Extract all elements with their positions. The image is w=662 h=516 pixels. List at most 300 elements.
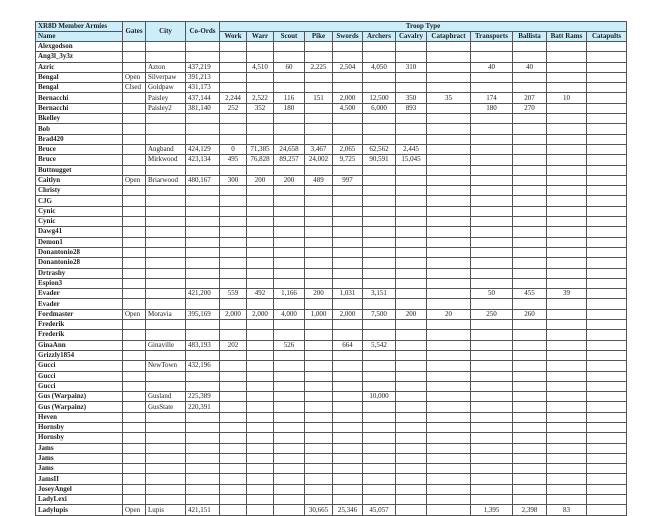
table-row (36, 72, 627, 82)
troop-count-cell (274, 72, 305, 82)
header-row-1 (36, 22, 627, 32)
troop-count-cell (247, 217, 274, 227)
troop-count-cell: 1,031 (333, 289, 363, 299)
troop-count-cell (547, 196, 587, 206)
table-row (36, 299, 627, 309)
troop-count-cell (587, 134, 627, 144)
troop-count-cell (305, 217, 333, 227)
troop-count-cell (247, 350, 274, 360)
troop-count-cell (333, 371, 363, 381)
troop-count-cell (363, 350, 396, 360)
troop-count-cell: 893 (396, 103, 427, 113)
troop-count-cell (513, 381, 547, 391)
troop-count-cell (220, 165, 247, 175)
troop-count-cell (363, 268, 396, 278)
troop-count-cell (427, 42, 471, 52)
gates-cell (123, 237, 146, 247)
troop-count-cell (274, 247, 305, 257)
city-cell (146, 381, 186, 391)
troop-count-cell (220, 268, 247, 278)
troop-count-cell (363, 217, 396, 227)
troop-count-cell (247, 330, 274, 340)
gates-cell (123, 103, 146, 113)
troop-count-cell (587, 402, 627, 412)
troop-count-cell (427, 227, 471, 237)
troop-count-cell (427, 144, 471, 154)
city-cell (146, 330, 186, 340)
coords-cell (186, 412, 220, 422)
troop-count-cell (396, 196, 427, 206)
troop-count-cell (333, 227, 363, 237)
troop-count-cell (427, 268, 471, 278)
troop-count-cell (547, 268, 587, 278)
troop-count-cell: 664 (333, 340, 363, 350)
member-name-cell: Bengal (36, 72, 123, 82)
troop-header-cavalry: Cavalry (396, 32, 427, 42)
gates-cell (123, 227, 146, 237)
troop-count-cell (305, 474, 333, 484)
troop-count-cell (513, 464, 547, 474)
troop-count-cell (220, 114, 247, 124)
troop-count-cell (274, 422, 305, 432)
table-row (36, 175, 627, 185)
troop-count-cell (396, 433, 427, 443)
troop-count-cell (427, 196, 471, 206)
troop-header-warr: Warr (247, 32, 274, 42)
troop-count-cell: 2,504 (333, 62, 363, 72)
troop-count-cell (247, 227, 274, 237)
troop-count-cell (396, 422, 427, 432)
troop-count-cell: 252 (220, 103, 247, 113)
coords-cell (186, 42, 220, 52)
troop-count-cell (427, 165, 471, 175)
troop-count-cell (396, 289, 427, 299)
troop-count-cell (547, 165, 587, 175)
troop-count-cell (513, 258, 547, 268)
gates-header: Gates (123, 22, 146, 42)
troop-count-cell (220, 412, 247, 422)
table-row (36, 464, 627, 474)
troop-count-cell: 60 (274, 62, 305, 72)
troop-count-cell (220, 361, 247, 371)
gates-cell (123, 299, 146, 309)
member-name-cell: Fordmaster (36, 309, 123, 319)
troop-count-cell (247, 320, 274, 330)
troop-count-cell (247, 484, 274, 494)
member-name-cell: Bengal (36, 83, 123, 93)
gates-cell (123, 62, 146, 72)
troop-count-cell (220, 206, 247, 216)
troop-count-cell (427, 134, 471, 144)
troop-count-cell (471, 422, 513, 432)
table-title: XR8D Member Armies (36, 22, 123, 32)
troop-count-cell (333, 52, 363, 62)
troop-count-cell (471, 361, 513, 371)
troop-count-cell (427, 155, 471, 165)
member-name-cell: Frederik (36, 320, 123, 330)
troop-count-cell: 25,346 (333, 505, 363, 515)
city-cell: Briarwood (146, 175, 186, 185)
troop-count-cell (427, 217, 471, 227)
member-name-cell: Gucci (36, 371, 123, 381)
member-name-cell: Bkelley (36, 114, 123, 124)
troop-count-cell (427, 299, 471, 309)
troop-count-cell (305, 340, 333, 350)
troop-count-cell (513, 402, 547, 412)
troop-count-cell (427, 186, 471, 196)
troop-count-cell (513, 433, 547, 443)
troop-count-cell (471, 453, 513, 463)
troop-count-cell (220, 227, 247, 237)
troop-count-cell (396, 206, 427, 216)
troop-count-cell (247, 258, 274, 268)
troop-count-cell (587, 83, 627, 93)
troop-count-cell: 50 (471, 289, 513, 299)
troop-count-cell (363, 412, 396, 422)
troop-count-cell (247, 52, 274, 62)
troop-count-cell (513, 206, 547, 216)
troop-count-cell: 89,257 (274, 155, 305, 165)
troop-count-cell (363, 320, 396, 330)
troop-count-cell (220, 433, 247, 443)
troop-count-cell (587, 144, 627, 154)
troop-count-cell (396, 495, 427, 505)
troop-count-cell (247, 495, 274, 505)
troop-count-cell (427, 83, 471, 93)
troop-count-cell (333, 72, 363, 82)
troop-count-cell (396, 217, 427, 227)
troop-count-cell: 62,562 (363, 144, 396, 154)
troop-count-cell (305, 464, 333, 474)
member-name-cell: Christy (36, 186, 123, 196)
troop-count-cell (513, 350, 547, 360)
city-cell (146, 227, 186, 237)
table-row (36, 350, 627, 360)
table-row (36, 422, 627, 432)
member-armies-table (35, 21, 627, 516)
troop-count-cell (274, 268, 305, 278)
troop-count-cell (396, 165, 427, 175)
troop-count-cell (333, 42, 363, 52)
troop-count-cell (513, 453, 547, 463)
troop-count-cell (587, 320, 627, 330)
table-row (36, 412, 627, 422)
troop-count-cell (363, 495, 396, 505)
troop-count-cell (220, 247, 247, 257)
coords-cell (186, 443, 220, 453)
coords-cell: 423,134 (186, 155, 220, 165)
troop-count-cell (427, 124, 471, 134)
coords-cell (186, 114, 220, 124)
troop-count-cell (333, 433, 363, 443)
troop-count-cell (513, 299, 547, 309)
troop-count-cell (363, 464, 396, 474)
troop-count-cell (396, 320, 427, 330)
troop-count-cell (396, 114, 427, 124)
troop-count-cell (513, 392, 547, 402)
troop-count-cell (471, 83, 513, 93)
troop-count-cell (513, 268, 547, 278)
coords-cell (186, 206, 220, 216)
troop-count-cell: 260 (513, 309, 547, 319)
gates-cell (123, 114, 146, 124)
troop-count-cell (333, 186, 363, 196)
troop-count-cell (363, 175, 396, 185)
troop-count-cell (513, 217, 547, 227)
troop-count-cell (363, 186, 396, 196)
member-name-cell: JamsII (36, 474, 123, 484)
troop-count-cell (333, 361, 363, 371)
troop-count-cell (513, 340, 547, 350)
troop-count-cell: 200 (305, 289, 333, 299)
troop-count-cell: 40 (471, 62, 513, 72)
troop-count-cell (247, 134, 274, 144)
troop-count-cell (396, 340, 427, 350)
city-cell (146, 247, 186, 257)
troop-count-cell (587, 392, 627, 402)
troop-count-cell (274, 217, 305, 227)
troop-count-cell: 20 (427, 309, 471, 319)
troop-count-cell (587, 186, 627, 196)
troop-count-cell (363, 227, 396, 237)
troop-count-cell (333, 443, 363, 453)
table-row (36, 144, 627, 154)
troop-count-cell: 455 (513, 289, 547, 299)
city-cell (146, 289, 186, 299)
troop-count-cell (427, 52, 471, 62)
troop-count-cell (547, 227, 587, 237)
table-row (36, 114, 627, 124)
coords-cell (186, 217, 220, 227)
troop-count-cell (427, 464, 471, 474)
table-row (36, 52, 627, 62)
troop-count-cell (587, 155, 627, 165)
coords-cell (186, 165, 220, 175)
coords-cell: 391,213 (186, 72, 220, 82)
member-name-cell: Demon1 (36, 237, 123, 247)
troop-count-cell (333, 320, 363, 330)
troop-count-cell (333, 350, 363, 360)
troop-count-cell (333, 247, 363, 257)
troop-count-cell (396, 237, 427, 247)
troop-count-cell (305, 433, 333, 443)
member-name-cell: Jams (36, 443, 123, 453)
troop-count-cell (547, 206, 587, 216)
table-row (36, 93, 627, 103)
troop-count-cell (274, 134, 305, 144)
troop-count-cell (427, 175, 471, 185)
troop-count-cell (587, 175, 627, 185)
troop-count-cell (396, 83, 427, 93)
troop-count-cell (547, 114, 587, 124)
troop-count-cell (396, 402, 427, 412)
troop-count-cell (513, 114, 547, 124)
coords-cell: 480,167 (186, 175, 220, 185)
gates-cell (123, 453, 146, 463)
member-name-cell: Bob (36, 124, 123, 134)
troop-count-cell (363, 72, 396, 82)
city-cell: Paisley2 (146, 103, 186, 113)
troop-count-cell: 2,244 (220, 93, 247, 103)
troop-count-cell (247, 206, 274, 216)
troop-count-cell (547, 144, 587, 154)
city-cell (146, 42, 186, 52)
troop-count-cell (547, 299, 587, 309)
table-row (36, 453, 627, 463)
troop-count-cell (333, 217, 363, 227)
troop-count-cell (587, 330, 627, 340)
troop-count-cell (247, 237, 274, 247)
troop-count-cell (513, 495, 547, 505)
member-name-cell: Hornsby (36, 422, 123, 432)
troop-count-cell (220, 42, 247, 52)
troop-count-cell (220, 278, 247, 288)
troop-count-cell (305, 196, 333, 206)
troop-header-pike: Pike (305, 32, 333, 42)
troop-count-cell (220, 350, 247, 360)
troop-count-cell (274, 433, 305, 443)
troop-count-cell (513, 237, 547, 247)
troop-count-cell (305, 42, 333, 52)
troop-count-cell (587, 484, 627, 494)
member-name-cell: Evader (36, 289, 123, 299)
troop-count-cell (305, 206, 333, 216)
coords-cell: 395,169 (186, 309, 220, 319)
gates-cell (123, 217, 146, 227)
troop-count-cell (547, 381, 587, 391)
troop-count-cell: 2,065 (333, 144, 363, 154)
troop-count-cell (220, 484, 247, 494)
troop-count-cell (587, 237, 627, 247)
troop-count-cell (427, 62, 471, 72)
troop-count-cell (471, 165, 513, 175)
coords-header: Co-Ords (186, 22, 220, 42)
troop-count-cell (333, 196, 363, 206)
troop-count-cell (587, 103, 627, 113)
gates-cell (123, 474, 146, 484)
city-cell (146, 412, 186, 422)
troop-count-cell: 71,385 (247, 144, 274, 154)
troop-count-cell (396, 175, 427, 185)
city-cell (146, 206, 186, 216)
troop-count-cell (274, 299, 305, 309)
troop-count-cell (587, 268, 627, 278)
troop-count-cell (513, 371, 547, 381)
gates-cell: Open (123, 175, 146, 185)
table-row (36, 206, 627, 216)
troop-count-cell: 250 (471, 309, 513, 319)
member-name-cell: Espion3 (36, 278, 123, 288)
coords-cell (186, 247, 220, 257)
troop-count-cell: 1,000 (305, 309, 333, 319)
troop-count-cell (471, 381, 513, 391)
troop-count-cell: 6,000 (363, 103, 396, 113)
gates-cell (123, 433, 146, 443)
troop-count-cell (333, 422, 363, 432)
troop-count-cell (333, 83, 363, 93)
troop-count-cell: 300 (220, 175, 247, 185)
troop-count-cell (587, 299, 627, 309)
troop-count-cell (363, 52, 396, 62)
troop-count-cell (471, 371, 513, 381)
troop-count-cell (396, 371, 427, 381)
city-cell (146, 186, 186, 196)
troop-header-work: Work (220, 32, 247, 42)
gates-cell (123, 381, 146, 391)
member-name-cell: Buttnugget (36, 165, 123, 175)
troop-count-cell (305, 495, 333, 505)
gates-cell (123, 206, 146, 216)
troop-count-cell (587, 495, 627, 505)
troop-count-cell (513, 484, 547, 494)
troop-count-cell (363, 484, 396, 494)
coords-cell: 437,219 (186, 62, 220, 72)
troop-count-cell (471, 464, 513, 474)
gates-cell (123, 422, 146, 432)
troop-count-cell (274, 464, 305, 474)
member-name-cell: Grizzly1854 (36, 350, 123, 360)
troop-count-cell (363, 83, 396, 93)
coords-cell (186, 330, 220, 340)
troop-count-cell (220, 217, 247, 227)
coords-cell (186, 196, 220, 206)
city-cell (146, 196, 186, 206)
troop-count-cell (220, 237, 247, 247)
troop-count-cell (513, 422, 547, 432)
gates-cell (123, 330, 146, 340)
troop-count-cell (363, 443, 396, 453)
troop-count-cell (547, 453, 587, 463)
coords-cell (186, 278, 220, 288)
troop-count-cell (587, 258, 627, 268)
troop-count-cell (274, 165, 305, 175)
gates-cell (123, 495, 146, 505)
troop-count-cell (547, 443, 587, 453)
troop-count-cell: 12,500 (363, 93, 396, 103)
troop-count-cell (305, 83, 333, 93)
troop-count-cell: 39 (547, 289, 587, 299)
troop-count-cell: 202 (220, 340, 247, 350)
troop-count-cell (471, 72, 513, 82)
troop-count-cell (396, 258, 427, 268)
troop-count-cell (547, 237, 587, 247)
gates-cell: Open (123, 505, 146, 515)
troop-count-cell (547, 124, 587, 134)
troop-header-archers: Archers (363, 32, 396, 42)
troop-count-cell (247, 412, 274, 422)
troop-count-cell (363, 402, 396, 412)
table-row (36, 268, 627, 278)
troop-count-cell (427, 474, 471, 484)
member-name-cell: Bruce (36, 155, 123, 165)
troop-count-cell (427, 412, 471, 422)
troop-header-catapults: Catapults (587, 32, 627, 42)
troop-count-cell (513, 361, 547, 371)
member-name-cell: Ladylupis (36, 505, 123, 515)
troop-count-cell (247, 247, 274, 257)
troop-count-cell (305, 330, 333, 340)
troop-count-cell (220, 320, 247, 330)
troop-count-cell (427, 350, 471, 360)
troop-count-cell (587, 361, 627, 371)
troop-count-cell (363, 371, 396, 381)
troop-count-cell (274, 196, 305, 206)
troop-count-cell (274, 124, 305, 134)
troop-count-cell (363, 474, 396, 484)
troop-count-cell: 7,500 (363, 309, 396, 319)
troop-count-cell: 4,000 (274, 309, 305, 319)
troop-count-cell: 270 (513, 103, 547, 113)
